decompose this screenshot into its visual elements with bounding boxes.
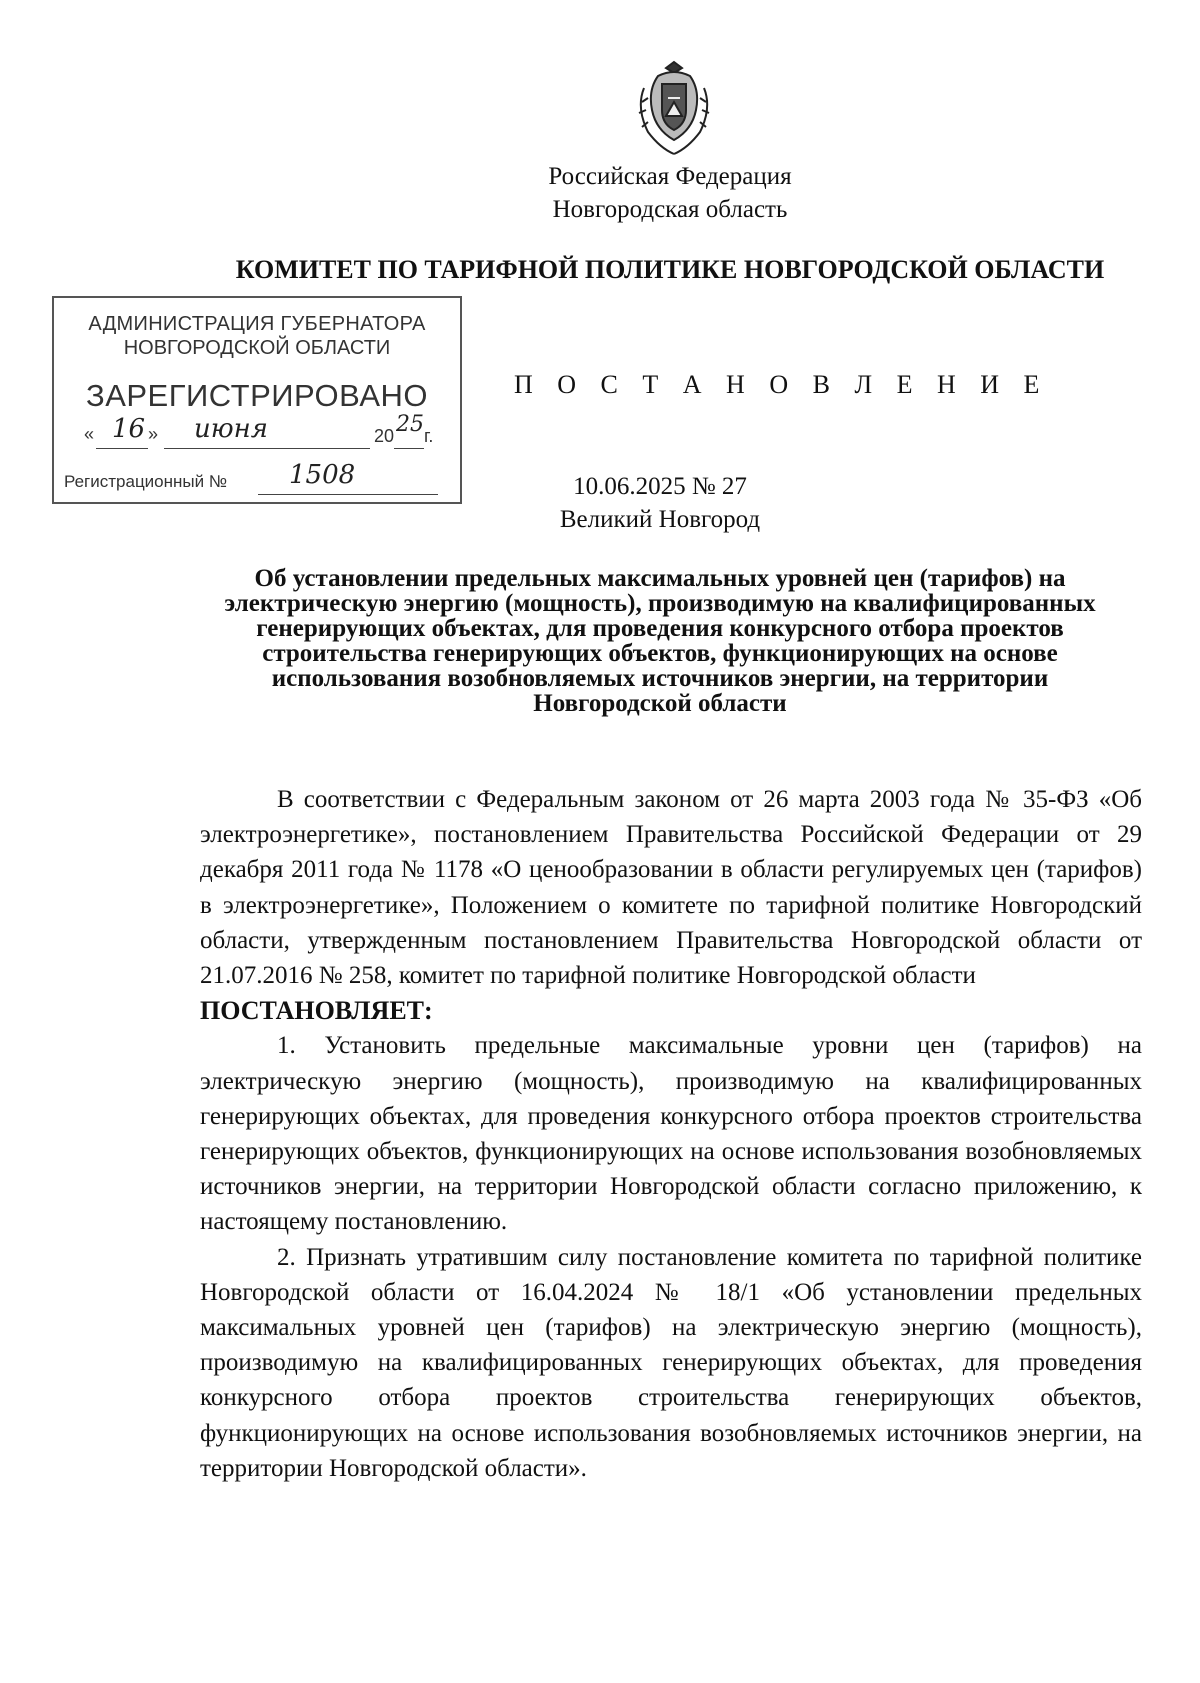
stamp-quote-close: » xyxy=(148,424,159,444)
stamp-line-2: НОВГОРОДСКОЙ ОБЛАСТИ xyxy=(123,337,391,359)
stamp-reg-label: Регистрационный № xyxy=(64,472,228,491)
stamp-year-suffix: г. xyxy=(424,426,434,446)
region-name: Новгородская область xyxy=(552,196,788,223)
item-1-paragraph: 1. Установить предельные максимальные уровни цен (тарифов) на электрическую энергию (мощность), производимую на квалифицированных генерирующих объектах, для проведения конкурсного отбора проектов строительства генерирующих объектов, функционирующих на основе использования возобновляемых источников энергии, на территории Новгородской области согласно приложению, к настоящему постановлению. xyxy=(200,1032,1142,1236)
country-name: Российская Федерация xyxy=(548,163,792,190)
stamp-line-1: АДМИНИСТРАЦИЯ ГУБЕРНАТОРА xyxy=(88,313,426,335)
document-date-number: 10.06.2025 № 27 xyxy=(573,473,747,500)
stamp-year-prefix: 20 xyxy=(374,426,395,446)
stamp-date-line xyxy=(84,412,446,452)
stamp-month-underline xyxy=(164,448,370,449)
coat-of-arms-icon xyxy=(628,58,720,158)
document-body xyxy=(200,782,1142,1486)
document-title: Об установлении предельных максимальных уровней цен (тарифов) на электрическую энергию (мощность), производимую на квалифицированных генерирующих объектах, для проведения конкурсного отбора проектов строительства генерирующих объектов, функционирующих на основе использования возобновляемых источников энергии, на территории Новгородской области xyxy=(224,565,1096,717)
stamp-reg-underline xyxy=(258,494,438,495)
stamp-quote-open: « xyxy=(84,424,95,444)
stamp-status: ЗАРЕГИСТРИРОВАНО xyxy=(85,378,428,413)
document-type: П О С Т А Н О В Л Е Н И Е xyxy=(514,370,1049,399)
preamble-paragraph: В соответствии с Федеральным законом от 26 марта 2003 года № 35-ФЗ «Об электроэнергетике», постановлением Правительства Российской Федерации от 29 декабря 2011 года № 1178 «О ценообразовании в области регулируемых цен (тарифов) в электроэнергетике», Положением о комитете по тарифной политике Новгородский области, утвержденным постановлением Правительства Новгородской области от 21.07.2016 № 258, комитет по тарифной политике Новгородской области xyxy=(200,786,1142,990)
decree-heading: ПОСТАНОВЛЯЕТ: xyxy=(200,996,433,1026)
stamp-day: 16 xyxy=(112,414,146,444)
registration-stamp xyxy=(52,296,462,504)
item-2-paragraph: 2. Признать утратившим силу постановление комитета по тарифной политике Новгородской области от 16.04.2024 № 18/1 «Об установлении предельных максимальных уровней цен (тарифов) на электрическую энергию (мощность), производимую на квалифицированных генерирующих объектах, для проведения конкурсного отбора проектов строительства генерирующих объектов, функционирующих на основе использования возобновляемых источников энергии, на территории Новгородской области». xyxy=(200,1243,1142,1482)
stamp-year-underline xyxy=(394,448,424,449)
document-city: Великий Новгород xyxy=(559,506,761,533)
stamp-reg-number: 1508 xyxy=(289,460,356,490)
header-country-block xyxy=(430,160,910,226)
date-number-block xyxy=(510,470,810,536)
stamp-day-underline xyxy=(96,448,148,449)
stamp-year: 25 xyxy=(396,412,424,437)
committee-title: КОМИТЕТ ПО ТАРИФНОЙ ПОЛИТИКЕ НОВГОРОДСКОЙ ОБЛАСТИ xyxy=(235,255,1105,284)
stamp-month: июня xyxy=(194,414,268,444)
stamp-registration-line xyxy=(64,460,446,498)
